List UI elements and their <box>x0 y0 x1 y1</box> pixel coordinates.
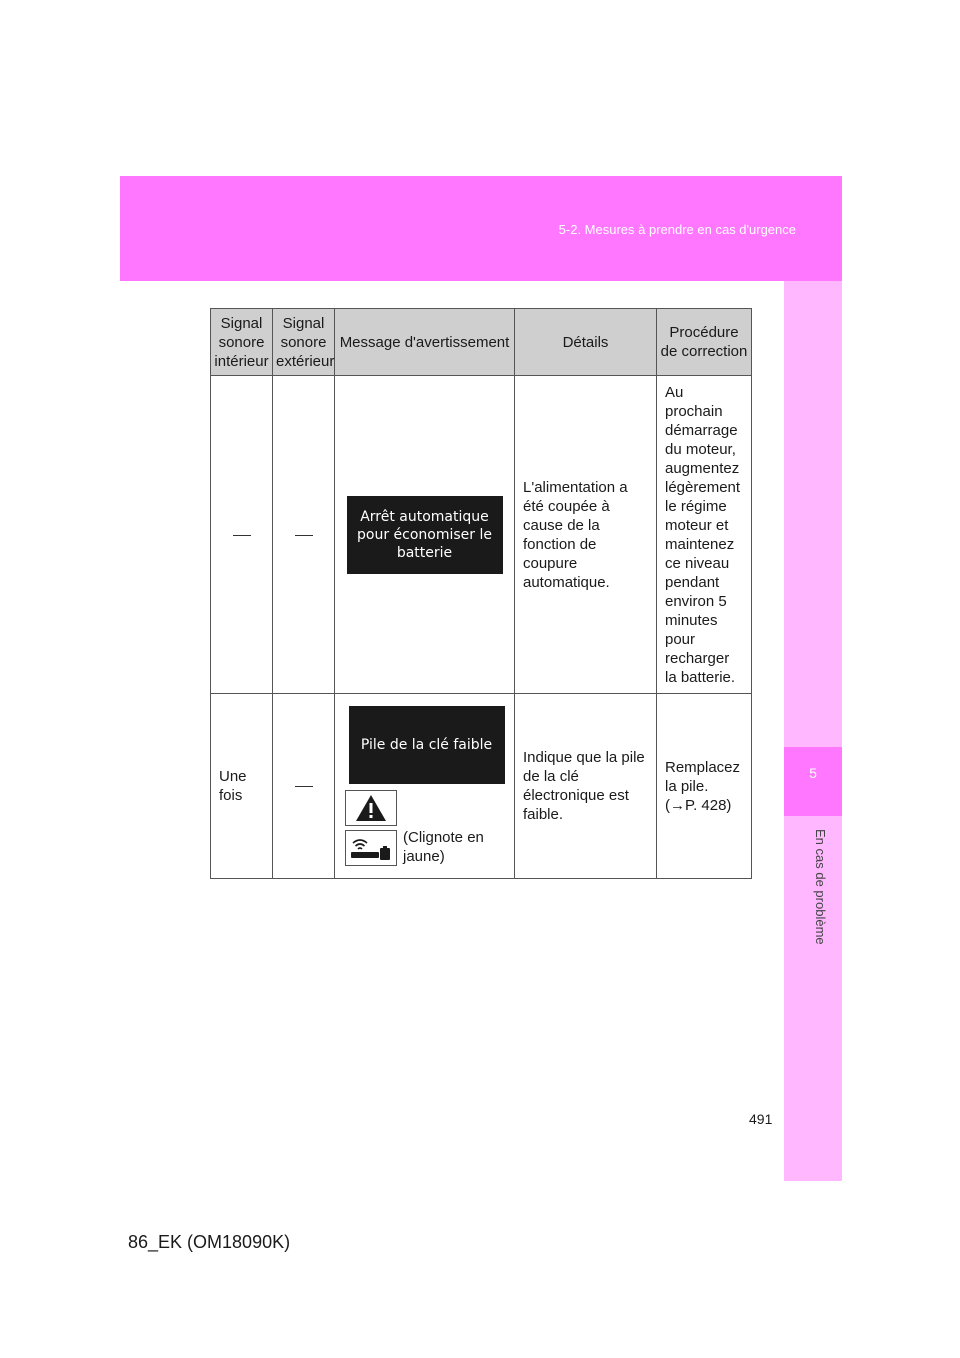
page-number: 491 <box>749 1111 773 1127</box>
header-band <box>120 176 842 281</box>
row2-exterior <box>273 694 335 879</box>
row2-procedure: Remplacez la pile. (→P. 428) <box>657 694 752 879</box>
chapter-number: 5 <box>809 765 817 781</box>
document-code: 86_EK (OM18090K) <box>128 1232 291 1252</box>
table-header-row <box>211 309 752 376</box>
header-procedure: Procédure de correction <box>657 309 752 376</box>
blink-yellow-note: (Clignote en jaune) <box>403 829 484 865</box>
warning-table <box>210 308 752 879</box>
key-battery-icon <box>345 830 397 866</box>
chapter-title: En cas de problème <box>813 829 828 945</box>
row1-exterior <box>273 376 335 694</box>
row2-interior: Une fois <box>211 694 273 879</box>
header-interior-buzzer: Signal sonore intérieur <box>211 309 273 376</box>
table-row <box>211 376 752 694</box>
table-row <box>211 694 752 879</box>
header-warning-message: Message d'avertissement <box>335 309 515 376</box>
row1-details: L'alimentation a été coupée à cause de la fonction de coupure automatique. <box>515 376 657 694</box>
chapter-side-strip <box>784 281 842 1181</box>
indicator-icons <box>343 790 510 866</box>
none-dash <box>295 535 313 536</box>
none-dash <box>233 535 251 536</box>
warning-triangle-icon <box>345 790 397 826</box>
row2-details: Indique que la pile de la clé électronique est faible. <box>515 694 657 879</box>
row1-message-cell <box>335 376 515 694</box>
auto-shutoff-message-display: Arrêt automatique pour économiser le batterie <box>347 496 503 574</box>
header-exterior-buzzer: Signal sonore extérieur <box>273 309 335 376</box>
none-dash <box>295 786 313 787</box>
low-key-battery-message-display: Pile de la clé faible <box>349 706 505 784</box>
header-details: Détails <box>515 309 657 376</box>
chapter-tab[interactable] <box>784 747 842 816</box>
row2-message-cell <box>335 694 515 879</box>
row1-procedure: Au prochain démarrage du moteur, augmentez légèrement le régime moteur et maintenez ce niveau pendant environ 5 minutes pour recharger la batterie. <box>657 376 752 694</box>
row1-interior <box>211 376 273 694</box>
section-title: 5-2. Mesures à prendre en cas d'urgence <box>558 222 796 237</box>
